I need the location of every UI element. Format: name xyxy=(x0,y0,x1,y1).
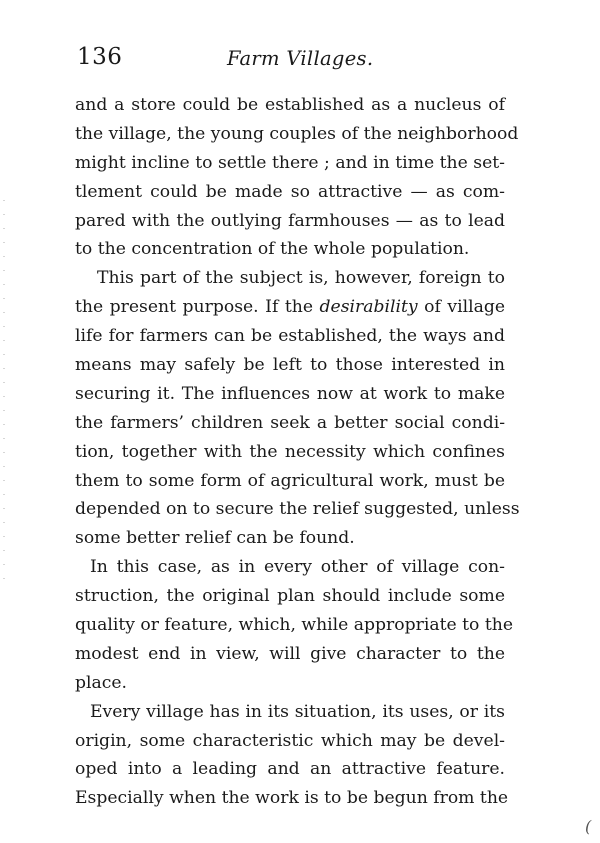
text-line: oped into a leading and an attractive feature. xyxy=(75,759,505,780)
text-line: them to some form of agricultural work, must be xyxy=(75,470,505,491)
running-title: Farm Villages. xyxy=(227,47,374,70)
page-edge-marks xyxy=(3,200,5,580)
text-line: life for farmers can be established, the ways and xyxy=(75,326,505,347)
text-line: tion, together with the necessity which confines xyxy=(75,441,505,462)
text-fragment: of village xyxy=(424,297,505,318)
text-line: to the concentration of the whole population. xyxy=(75,239,470,260)
text-line: Especially when the work is to be begun from the xyxy=(75,788,509,809)
page-number: 136 xyxy=(77,44,123,70)
text-line: the farmers’ children seek a better social condi- xyxy=(75,412,505,433)
margin-mark: ( xyxy=(585,817,592,836)
text-line: securing it. The influences now at work to make xyxy=(75,383,505,404)
text-line: the village, the young couples of the neighborhood xyxy=(75,123,519,144)
text-line: might incline to settle there ; and in time the set- xyxy=(75,152,505,173)
text-fragment: the present purpose. If the xyxy=(75,297,313,318)
text-line: modest end in view, will give character to the xyxy=(75,643,505,664)
text-line: place. xyxy=(75,672,128,693)
text-line: Every village has in its situation, its uses, or its xyxy=(90,701,505,722)
text-line: and a store could be established as a nucleus of xyxy=(75,95,505,115)
text-line: quality or feature, which, while appropriate to the xyxy=(75,615,513,636)
text-line: This part of the subject is, however, foreign to xyxy=(97,268,505,289)
text-line: some better relief can be found. xyxy=(75,528,355,549)
text-line: depended on to secure the relief suggested, unless xyxy=(75,499,520,520)
text-line: In this case, as in every other of village con- xyxy=(90,557,505,578)
text-line: origin, some characteristic which may be devel- xyxy=(75,730,505,751)
text-line: struction, the original plan should include some xyxy=(75,586,505,607)
italic-word: desirability xyxy=(319,297,418,318)
text-line-with-italic xyxy=(75,293,505,322)
running-head xyxy=(77,44,517,76)
text-line: tlement could be made so attractive — as com- xyxy=(75,181,505,202)
body-text xyxy=(75,91,520,813)
text-line: means may safely be left to those interested in xyxy=(75,355,505,376)
text-line: pared with the outlying farmhouses — as to lead xyxy=(75,210,505,231)
